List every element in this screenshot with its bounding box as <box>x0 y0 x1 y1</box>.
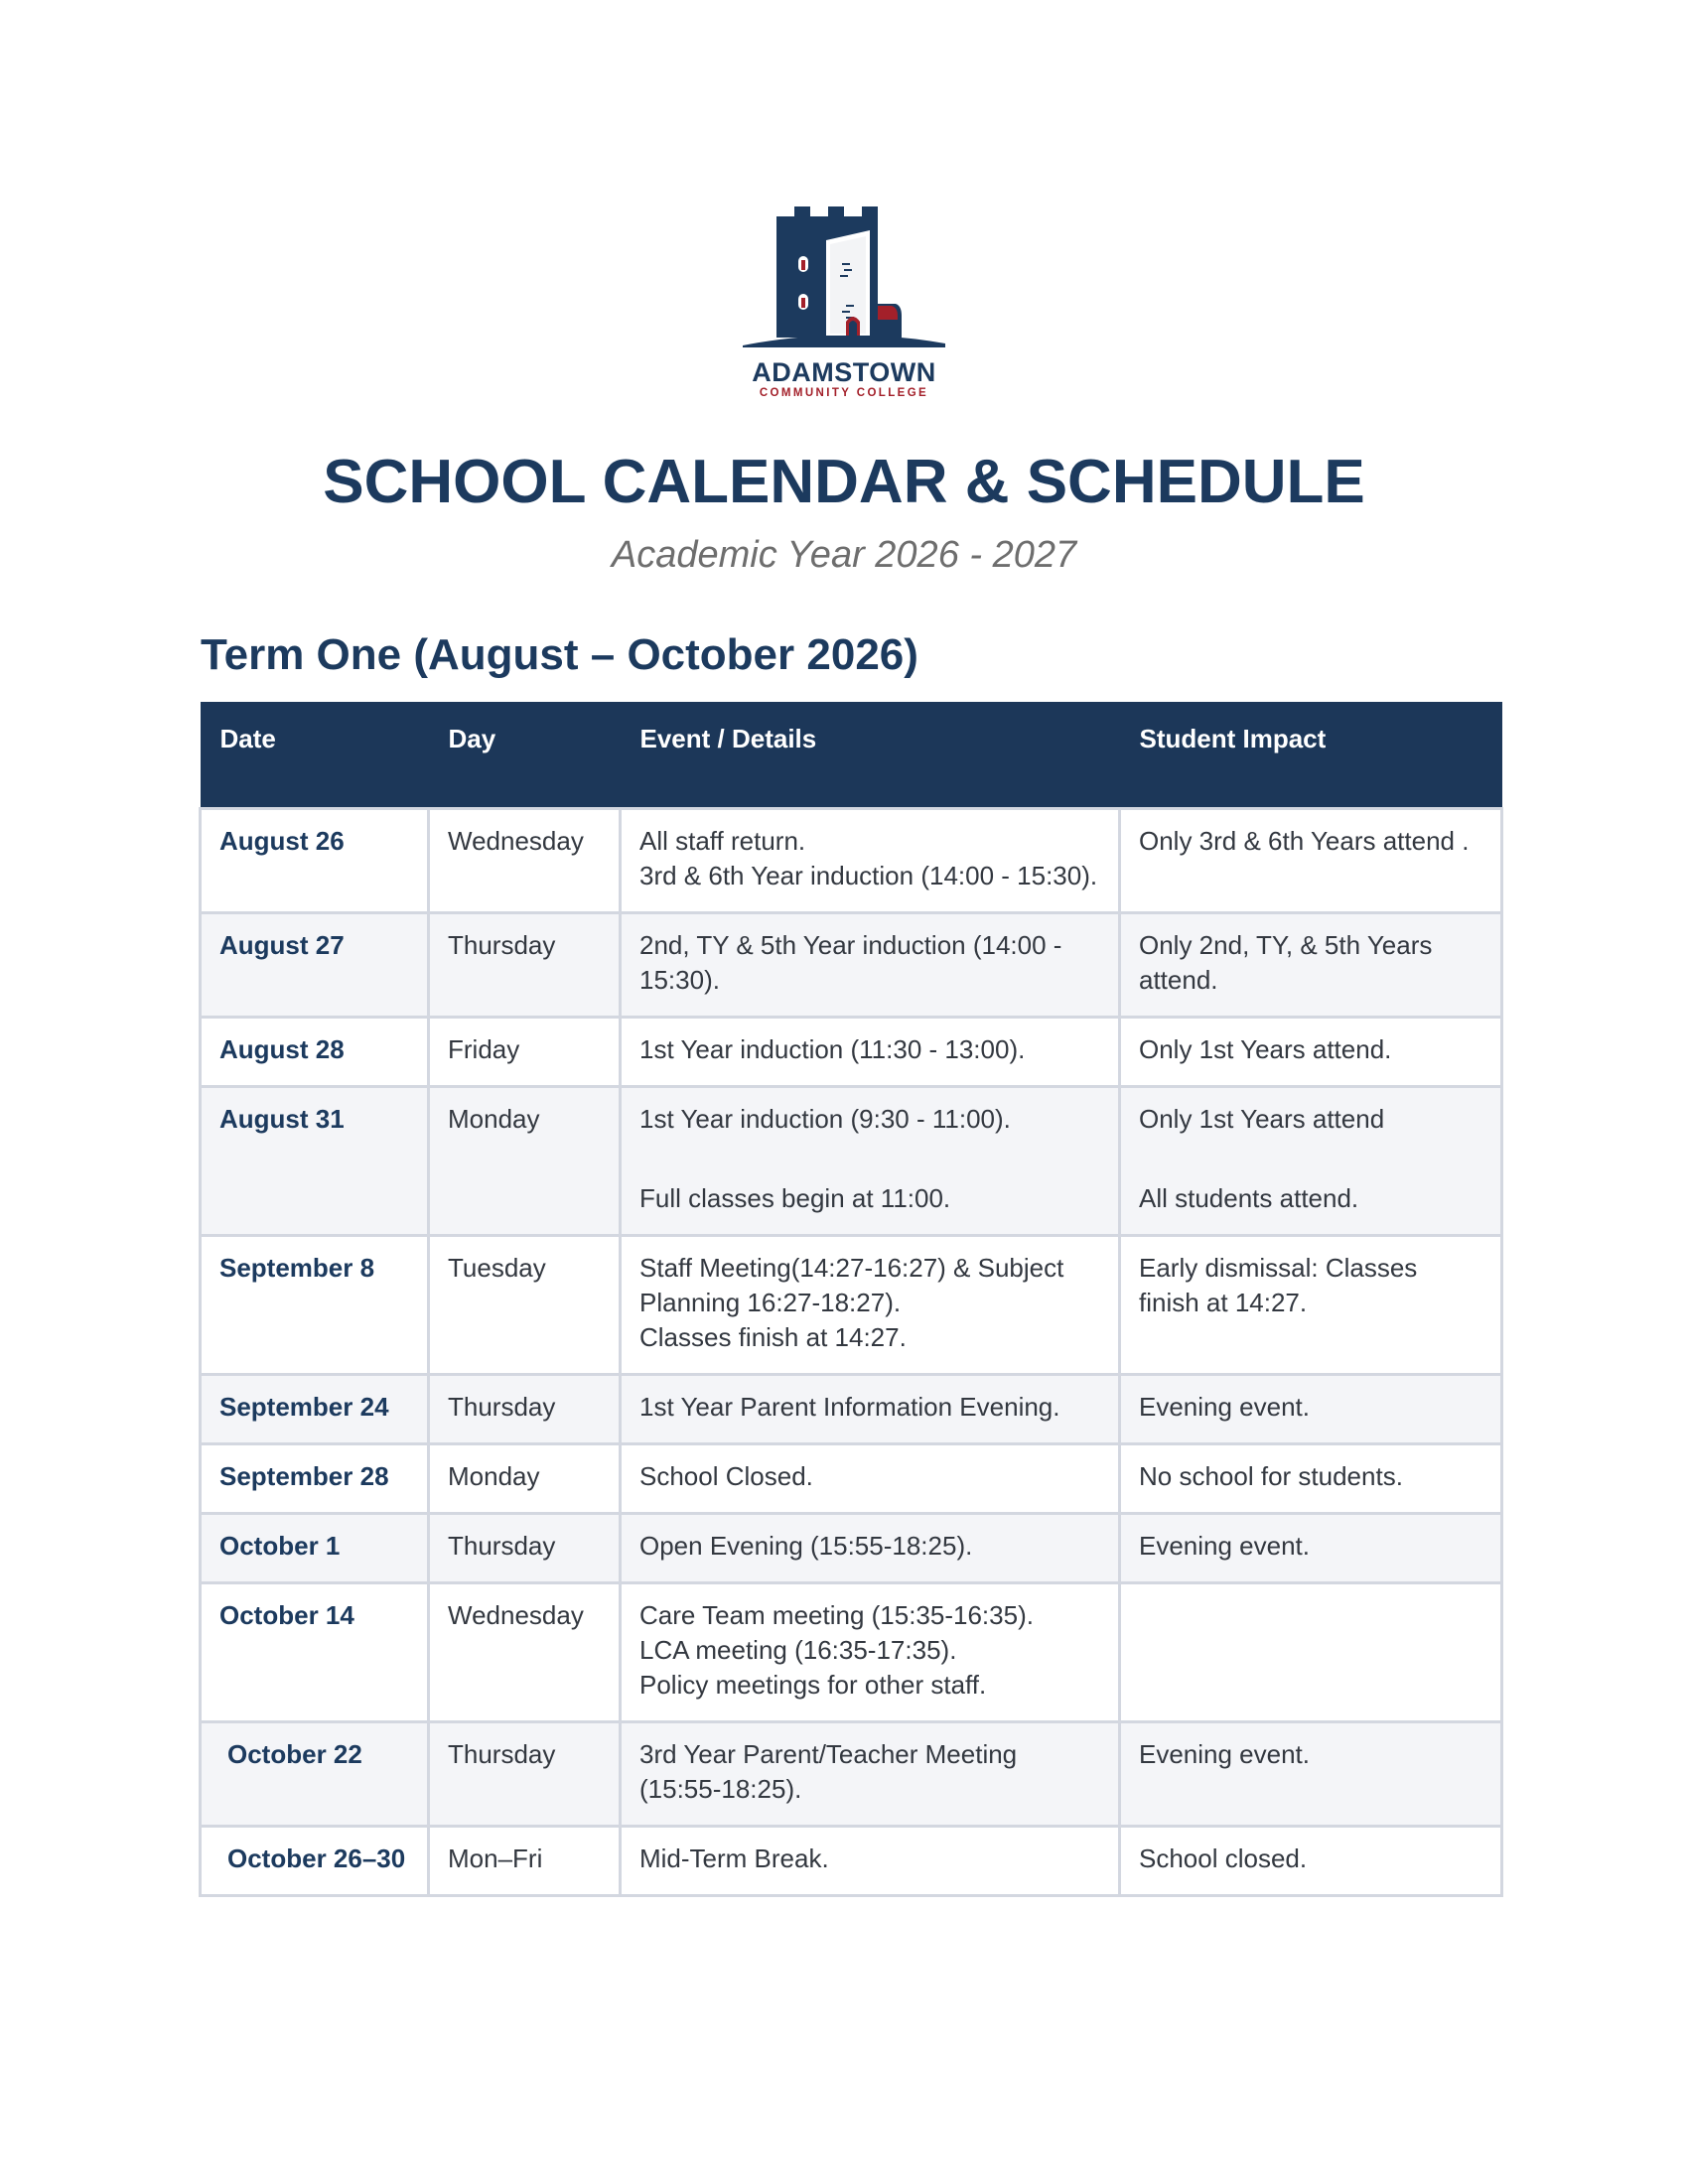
impact-cell <box>1120 1374 1502 1443</box>
impact-cell <box>1120 1443 1502 1513</box>
impact-line: All students attend. <box>1139 1182 1359 1213</box>
impact-cell <box>1120 1017 1502 1086</box>
impact-line: School closed. <box>1139 1843 1308 1873</box>
day-cell: Thursday <box>429 912 621 1017</box>
day-cell: Wednesday <box>429 808 621 912</box>
column-header-date: Date <box>201 702 429 808</box>
impact-cell <box>1120 912 1502 1017</box>
event-cell <box>621 1721 1120 1826</box>
date-cell: August 31 <box>201 1086 429 1235</box>
impact-cell <box>1120 1582 1502 1721</box>
logo-name: ADAMSTOWN <box>752 357 936 387</box>
impact-line: Only 2nd, TY, & 5th Years attend. <box>1139 929 1433 995</box>
event-cell <box>621 1235 1120 1374</box>
event-cell <box>621 1086 1120 1235</box>
table-row <box>201 1721 1502 1826</box>
event-line: 1st Year induction (11:30 - 13:00). <box>639 1033 1026 1064</box>
table-row <box>201 1443 1502 1513</box>
event-cell <box>621 912 1120 1017</box>
impact-cell <box>1120 1826 1502 1895</box>
table-header-row <box>201 702 1502 808</box>
date-cell: October 1 <box>201 1513 429 1582</box>
event-line: Full classes begin at 11:00. <box>639 1182 951 1213</box>
table-row <box>201 912 1502 1017</box>
impact-cell <box>1120 1235 1502 1374</box>
castle-tower-icon <box>735 199 953 347</box>
event-line: Care Team meeting (15:35-16:35). <box>639 1599 1034 1630</box>
impact-line: Only 1st Years attend. <box>1139 1033 1392 1064</box>
table-row <box>201 1235 1502 1374</box>
event-cell <box>621 1826 1120 1895</box>
logo-subtitle: COMMUNITY COLLEGE <box>759 387 929 399</box>
day-cell: Mon–Fri <box>429 1826 621 1895</box>
event-cell <box>621 1374 1120 1443</box>
impact-line: No school for students. <box>1139 1460 1403 1491</box>
event-cell <box>621 1513 1120 1582</box>
column-header-day: Day <box>429 702 621 808</box>
date-cell: September 8 <box>201 1235 429 1374</box>
day-cell: Wednesday <box>429 1582 621 1721</box>
event-line: 2nd, TY & 5th Year induction (14:00 - 15:30). <box>639 929 1062 995</box>
column-header-event: Event / Details <box>621 702 1120 808</box>
column-header-impact: Student Impact <box>1120 702 1502 808</box>
impact-cell <box>1120 808 1502 912</box>
event-line: 3rd Year Parent/Teacher Meeting (15:55-18:25). <box>639 1738 1018 1804</box>
date-cell: September 24 <box>201 1374 429 1443</box>
table-row <box>201 1374 1502 1443</box>
calendar-table <box>199 702 1503 1897</box>
impact-line: Only 3rd & 6th Years attend . <box>1139 825 1470 856</box>
event-line: Policy meetings for other staff. <box>639 1669 987 1700</box>
day-cell: Monday <box>429 1086 621 1235</box>
table-row <box>201 1017 1502 1086</box>
day-cell: Monday <box>429 1443 621 1513</box>
day-cell: Thursday <box>429 1374 621 1443</box>
event-line: 1st Year Parent Information Evening. <box>639 1391 1060 1422</box>
event-line: Staff Meeting(14:27-16:27) & Subject Planning 16:27-18:27). <box>639 1252 1064 1317</box>
event-line: 1st Year induction (9:30 - 11:00). <box>639 1103 1011 1134</box>
impact-line: Evening event. <box>1139 1738 1311 1769</box>
date-cell: August 28 <box>201 1017 429 1086</box>
day-cell: Friday <box>429 1017 621 1086</box>
event-cell <box>621 1443 1120 1513</box>
date-cell: August 27 <box>201 912 429 1017</box>
event-cell <box>621 808 1120 912</box>
impact-line: Only 1st Years attend <box>1139 1103 1385 1134</box>
date-cell: October 14 <box>201 1582 429 1721</box>
event-line: Open Evening (15:55-18:25). <box>639 1530 973 1561</box>
date-cell: September 28 <box>201 1443 429 1513</box>
school-logo <box>735 199 953 407</box>
section-heading-term-one: Term One (August – October 2026) <box>201 630 918 679</box>
impact-cell <box>1120 1513 1502 1582</box>
event-line: School Closed. <box>639 1460 813 1491</box>
event-line: Mid-Term Break. <box>639 1843 829 1873</box>
impact-line: Early dismissal: Classes finish at 14:27. <box>1139 1252 1418 1317</box>
impact-cell <box>1120 1721 1502 1826</box>
event-line: LCA meeting (16:35-17:35). <box>639 1634 957 1665</box>
table-row <box>201 1826 1502 1895</box>
day-cell: Thursday <box>429 1721 621 1826</box>
impact-cell <box>1120 1086 1502 1235</box>
impact-line: Evening event. <box>1139 1530 1311 1561</box>
day-cell: Tuesday <box>429 1235 621 1374</box>
table-row <box>201 1582 1502 1721</box>
impact-line: Evening event. <box>1139 1391 1311 1422</box>
day-cell: Thursday <box>429 1513 621 1582</box>
table-row <box>201 1086 1502 1235</box>
page-title: SCHOOL CALENDAR & SCHEDULE <box>323 448 1365 516</box>
page-subtitle: Academic Year 2026 - 2027 <box>611 534 1077 576</box>
date-cell: October 22 <box>201 1721 429 1826</box>
event-line: All staff return. <box>639 825 806 856</box>
date-cell: October 26–30 <box>201 1826 429 1895</box>
table-row <box>201 808 1502 912</box>
table-row <box>201 1513 1502 1582</box>
date-cell: August 26 <box>201 808 429 912</box>
event-line: Classes finish at 14:27. <box>639 1321 907 1352</box>
event-cell <box>621 1582 1120 1721</box>
event-line: 3rd & 6th Year induction (14:00 - 15:30). <box>639 860 1098 890</box>
event-cell <box>621 1017 1120 1086</box>
